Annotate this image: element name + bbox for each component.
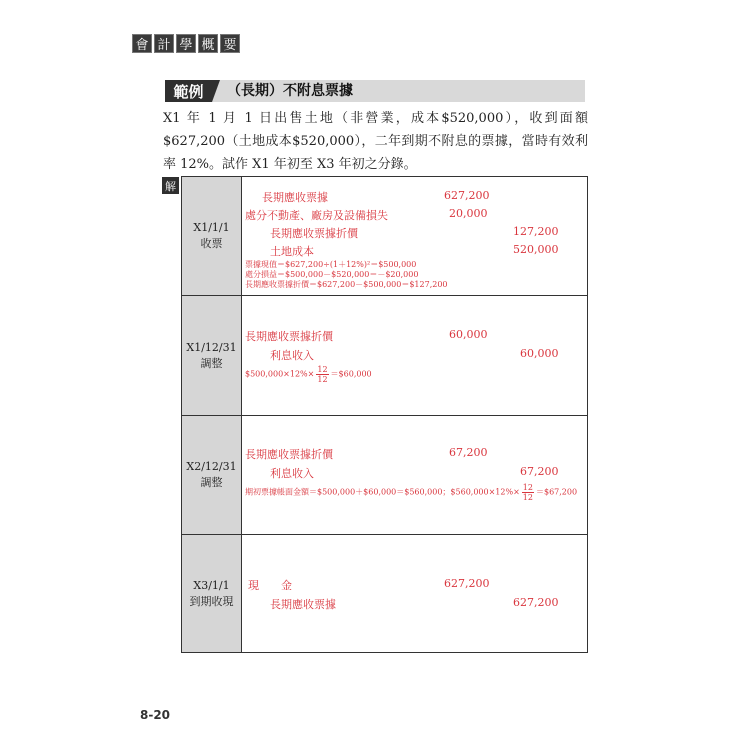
formula-text: $500,000×12%× bbox=[245, 369, 315, 379]
fraction bbox=[522, 483, 534, 502]
account-name: 長期應收票據 bbox=[270, 598, 336, 611]
entry-date-cell bbox=[182, 535, 242, 652]
book-title-char: 學 bbox=[176, 34, 196, 53]
journal-entry-row bbox=[182, 416, 587, 535]
account-name: 現 金 bbox=[248, 579, 292, 592]
book-title bbox=[132, 34, 240, 53]
example-title: （長期）不附息票據 bbox=[227, 83, 353, 99]
credit-amount: 127,200 bbox=[513, 225, 559, 238]
entry-label: 收票 bbox=[200, 237, 223, 250]
debit-amount: 60,000 bbox=[449, 328, 488, 341]
fraction-denominator: 12 bbox=[522, 493, 533, 502]
fraction bbox=[316, 365, 328, 384]
formula-text: ＝$67,200 bbox=[535, 487, 578, 497]
credit-amount: 67,200 bbox=[520, 465, 559, 478]
entry-date: X1/1/1 bbox=[193, 221, 230, 234]
book-title-char: 概 bbox=[198, 34, 218, 53]
calc-note: 票據現值＝$627,200÷(1＋12%)²＝$500,000 bbox=[245, 260, 417, 269]
calc-formula bbox=[245, 365, 372, 384]
account-name: 長期應收票據折價 bbox=[245, 448, 333, 461]
account-name: 長期應收票據 bbox=[262, 191, 328, 204]
debit-amount: 67,200 bbox=[449, 446, 488, 459]
formula-text: 期初票據帳面金額＝$500,000＋$60,000＝$560,000；$560,000×12%× bbox=[245, 487, 520, 497]
account-name: 長期應收票據折價 bbox=[270, 227, 358, 240]
example-banner bbox=[165, 80, 585, 102]
debit-amount: 20,000 bbox=[449, 207, 488, 220]
book-title-char: 要 bbox=[220, 34, 240, 53]
journal-entry-row bbox=[182, 177, 587, 296]
calc-note: 處分損益＝$500,000－$520,000＝－$20,000 bbox=[245, 270, 419, 279]
debit-amount: 627,200 bbox=[444, 189, 490, 202]
account-name: 長期應收票據折價 bbox=[245, 330, 333, 343]
journal-table bbox=[181, 176, 588, 653]
book-title-char: 會 bbox=[132, 34, 152, 53]
example-tag: 範例 bbox=[165, 80, 212, 102]
account-name: 利息收入 bbox=[270, 467, 314, 480]
entry-label: 調整 bbox=[200, 356, 223, 370]
debit-amount: 627,200 bbox=[444, 577, 490, 590]
account-name: 利息收入 bbox=[270, 349, 314, 362]
entry-date: X2/12/31 bbox=[186, 460, 237, 473]
account-name: 處分不動產、廠房及設備損失 bbox=[245, 209, 388, 222]
calc-formula bbox=[245, 483, 577, 502]
journal-entry-row bbox=[182, 296, 587, 416]
entry-label: 到期收現 bbox=[189, 594, 234, 608]
formula-text: ＝$60,000 bbox=[330, 369, 372, 379]
entry-label: 調整 bbox=[200, 476, 223, 489]
credit-amount: 60,000 bbox=[520, 347, 559, 360]
credit-amount: 627,200 bbox=[513, 596, 559, 609]
entry-date: X1/12/31 bbox=[186, 340, 237, 354]
entry-date-cell bbox=[182, 296, 242, 415]
fraction-numerator: 12 bbox=[317, 365, 328, 374]
calc-note: 長期應收票據折價＝$627,200－$500,000＝$127,200 bbox=[245, 280, 448, 289]
account-name: 土地成本 bbox=[270, 245, 314, 258]
credit-amount: 520,000 bbox=[513, 243, 559, 256]
journal-entry-row bbox=[182, 535, 587, 652]
page-number: 8-20 bbox=[140, 708, 171, 722]
solution-label: 解 bbox=[162, 177, 179, 194]
fraction-denominator: 12 bbox=[317, 375, 328, 384]
entry-date-cell bbox=[182, 416, 242, 534]
book-title-char: 計 bbox=[154, 34, 174, 53]
fraction-numerator: 12 bbox=[522, 483, 533, 492]
entry-date: X3/1/1 bbox=[193, 578, 230, 592]
tag-corner bbox=[212, 80, 220, 102]
problem-text: X1 年 1 月 1 日出售土地（非營業，成本$520,000），收到面額$627,200（土地成本$520,000），二年到期不附息的票據，當時有效利率 12%。試作 X1 年初至 X3 年初之分錄。 bbox=[163, 111, 588, 172]
entry-date-cell bbox=[182, 177, 242, 295]
